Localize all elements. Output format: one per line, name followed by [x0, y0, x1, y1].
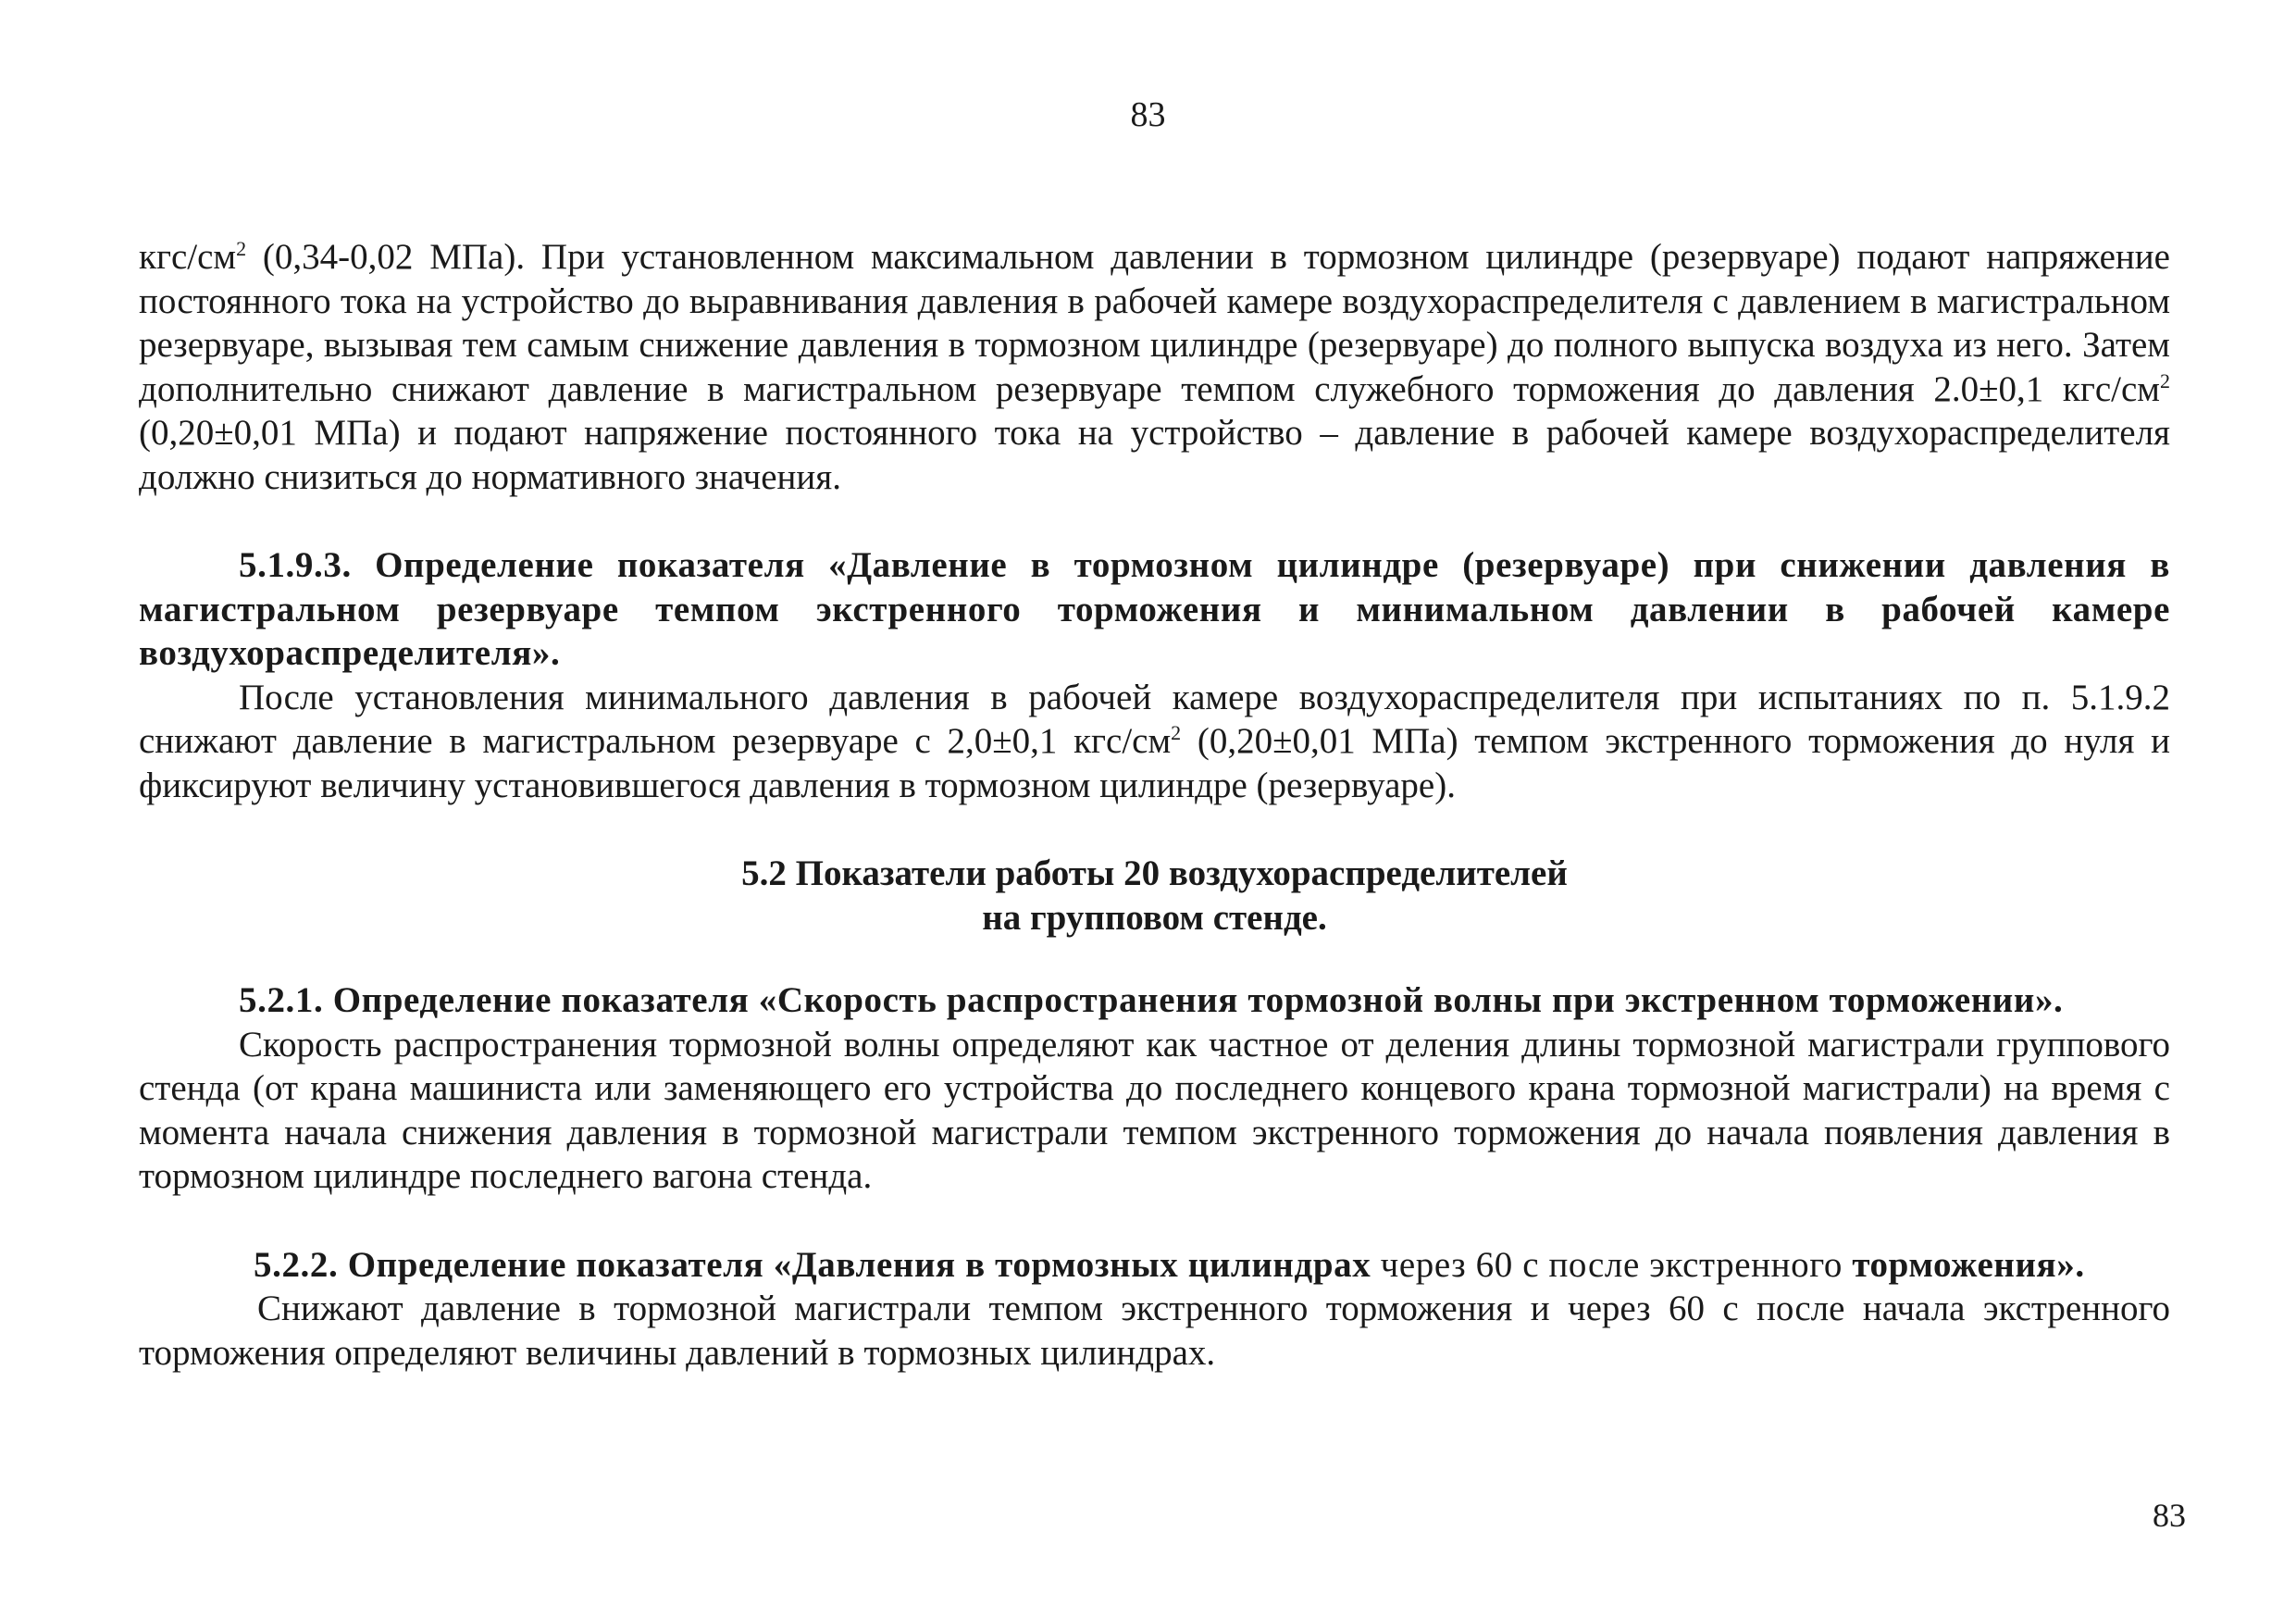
heading-5-1-9-3: 5.1.9.3. Определение показателя «Давление в тормозном цилиндре (резервуаре) при снижении давления в магистральном резервуаре темпом экстренного торможения и минимальном давлении в рабочей камере воздухораспределителя». [139, 545, 2170, 673]
section-5-2-title-line-1: 5.2 Показатели работы 20 воздухораспределителей [741, 853, 1568, 893]
paragraph-5-1-9-3-text-1: После установления минимального давления в рабочей камере воздухораспределителя при испытаниях по п. 5.1.9.2 снижают давление в магистральном резервуаре с 2,0±0,1 кгс/см [139, 677, 2170, 761]
section-5-2-title [139, 852, 2170, 940]
heading-5-2-2-part-d: торможения». [1852, 1244, 2085, 1285]
superscript-2: 2 [1171, 721, 1182, 744]
superscript-2: 2 [236, 237, 247, 260]
paragraph-5-1-9-3-text-2: (0,20±0,01 МПа) темпом экстренного торможения до нуля и фиксируют величину установившегося давления в тормозном цилиндре (резервуаре). [139, 721, 2170, 805]
paragraph-5-2-2: Снижают давление в тормозной магистрали темпом экстренного торможения и через 60 с после начала экстренного торможения определяют величины давлений в тормозных цилиндрах. [139, 1289, 2170, 1373]
heading-5-2-2-part-b: «Давления в тормозных цилиндрах [773, 1244, 1371, 1285]
heading-5-2-2 [139, 1243, 2170, 1288]
paragraph-5-1-9-3 [139, 676, 2170, 808]
paragraph-intro-text-1: кгс/см [139, 237, 237, 277]
paragraph-5-2-1: Скорость распространения тормозной волны определяют как частное от деления длины тормозной магистрали группового стенда (от крана машиниста или заменяющего его устройства до последнего концевого крана тормозной магистрали) на время с момента начала снижения давления в тормозной магистрали темпом экстренного торможения до начала появления давления в тормозном цилиндре последнего вагона стенда. [139, 1024, 2170, 1196]
heading-5-2-1: 5.2.1. Определение показателя «Скорость распространения тормозной волны при экстренном торможении». [239, 980, 2064, 1020]
superscript-2: 2 [2160, 368, 2170, 392]
heading-5-2-2-part-c: через 60 с после экстренного [1371, 1244, 1853, 1285]
page-number-bottom: 83 [2153, 1497, 2186, 1534]
section-5-2-title-line-2: на групповом стенде. [982, 897, 1327, 938]
page-number-top: 83 [1130, 95, 1166, 134]
paragraph-intro [139, 235, 2170, 499]
paragraph-intro-text-3: (0,20±0,01 МПа) и подают напряжение постоянного тока на устройство – давление в рабочей камере воздухораспределителя должно снизиться до нормативного значения. [139, 413, 2170, 497]
document-body [139, 235, 2170, 1375]
paragraph-intro-text-2: (0,34-0,02 МПа). При установленном максимальном давлении в тормозном цилиндре (резервуаре) подают напряжение постоянного тока на устройство до выравнивания давления в рабочей камере воздухораспределителя с давлением в магистральном резервуаре, вызывая тем самым снижение давления в тормозном цилиндре (резервуаре) до полного выпуска воздуха из него. Затем дополнительно снижают давление в магистральном резервуаре темпом служебного торможения до давления 2.0±0,1 кгс/см [139, 237, 2170, 409]
heading-5-2-2-part-a: 5.2.2. Определение показателя [254, 1244, 774, 1285]
